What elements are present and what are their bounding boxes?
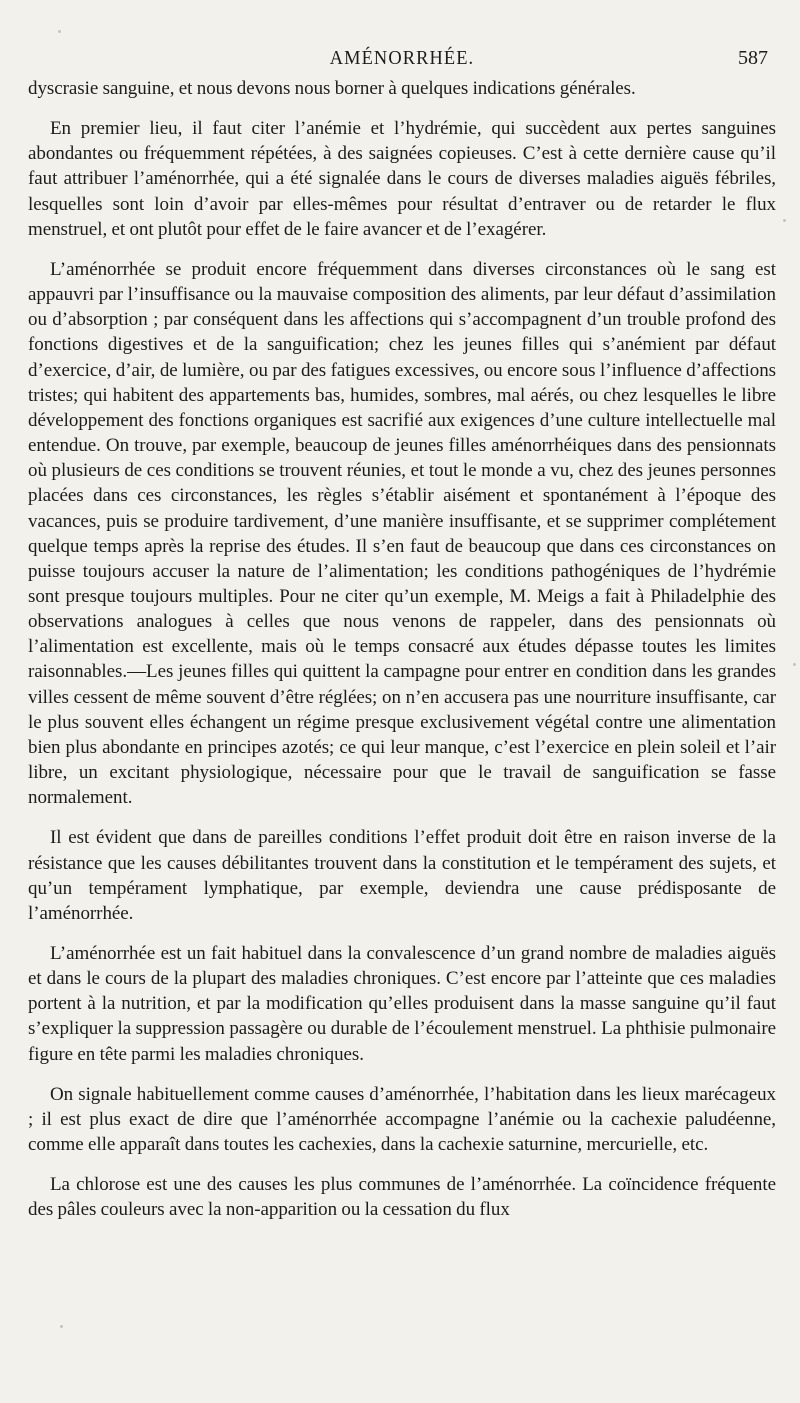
body-text: [28, 76, 776, 1223]
paragraph-2: En premier lieu, il faut citer l’anémie et l’hydrémie, qui succèdent aux pertes sanguines abondantes ou fréquemment répétées, à des saignées copieuses. C’est à cette dernière cause qu’il faut attribuer l’aménorrhée, qui a été signalée dans le cours de diverses maladies aiguës fébriles, lesquelles sont loin d’avoir par elles-mêmes pour résultat d’entraver ou de retarder le flux menstruel, et ont plutôt pour effet de le faire avancer et de l’exagérer.: [28, 118, 776, 240]
paragraph-5: L’aménorrhée est un fait habituel dans la convalescence d’un grand nombre de maladies aiguës et dans le cours de la plupart des maladies chroniques. C’est encore par l’atteinte que ces maladies portent à la nutrition, et par la modification qu’elles produisent dans la masse sanguine qu’il faut s’expliquer la suppression passagère ou durable de l’écoulement menstruel. La phthisie pulmonaire figure en tête parmi les maladies chroniques.: [28, 943, 776, 1065]
paragraph-4: Il est évident que dans de pareilles conditions l’effet produit doit être en raison inverse de la résistance que les causes débilitantes trouvent dans la constitution et le tempérament des sujets, et qu’un tempérament lymphatique, par exemple, deviendra une cause prédisposante de l’aménorrhée.: [28, 827, 776, 924]
page-number: 587: [738, 47, 768, 69]
paragraph-6: On signale habituellement comme causes d’aménorrhée, l’habitation dans les lieux marécageux ; il est plus exact de dire que l’aménorrhée accompagne l’anémie ou la cachexie paludéenne, comme elle apparaît dans toutes les cachexies, dans la cachexie saturnine, mercurielle, etc.: [28, 1083, 776, 1156]
scan-speck-bottom-left: [60, 1325, 63, 1328]
scan-speck-middle-right: [793, 663, 796, 666]
page-title: AMÉNORRHÉE.: [329, 47, 475, 69]
document-page: [28, 14, 776, 1238]
scan-speck-upper-right: [783, 219, 786, 222]
running-header: [28, 14, 776, 69]
paragraph-3: L’aménorrhée se produit encore fréquemment dans diverses circonstances où le sang est appauvri par l’insuffisance ou la mauvaise composition des aliments, par leur défaut d’assimilation ou d’absorption ; par conséquent dans les affections qui s’accompagnent d’un trouble profond des fonctions digestives et de la sanguification; chez les jeunes filles qui s’anémient par défaut d’exercice, d’air, de lumière, ou par des fatigues excessives, ou encore sous l’influence d’affections tristes; qui habitent des appartements bas, humides, sombres, mal aérés, ou chez lesquelles le libre développement des fonctions organiques est sacrifié aux exigences d’une culture intellectuelle mal entendue. On trouve, par exemple, beaucoup de jeunes filles aménorrhéiques dans des pensionnats où plusieurs de ces conditions se trouvent réunies, et tout le monde a vu, chez des jeunes personnes placées dans ces circonstances, les règles s’établir aisément et spontanément à l’époque des vacances, puis se produire tardivement, d’une manière insuffisante, et se supprimer complétement quelque temps après la reprise des études. Il s’en faut de beaucoup que dans ces circonstances on puisse toujours accuser la nature de l’alimentation; les conditions pathogéniques de l’hydrémie sont presque toujours multiples. Pour ne citer qu’un exemple, M. Meigs a fait à Philadelphie des observations analogues à celles que nous venons de rappeler, dans des pensionnats où l’alimentation est excellente, mais où le temps consacré aux études dépasse toutes les limites raisonnables.—Les jeunes filles qui quittent la campagne pour entrer en condition dans les grandes villes cessent de même souvent d’être réglées; on n’en accusera pas une nourriture insuffisante, car le plus souvent elles échangent un régime presque exclusivement végétal contre une alimentation bien plus abondante en principes azotés; ce qui leur manque, c’est l’exercice en plein soleil et l’air libre, un excitant physiologique, nécessaire pour que le travail de sanguification se fasse normalement.: [28, 258, 776, 809]
scan-speck-top-left: [58, 30, 61, 33]
paragraph-7: La chlorose est une des causes les plus communes de l’aménorrhée. La coïncidence fréquente des pâles couleurs avec la non-apparition ou la cessation du flux: [28, 1174, 776, 1221]
paragraph-1: dyscrasie sanguine, et nous devons nous borner à quelques indications générales.: [28, 78, 636, 99]
